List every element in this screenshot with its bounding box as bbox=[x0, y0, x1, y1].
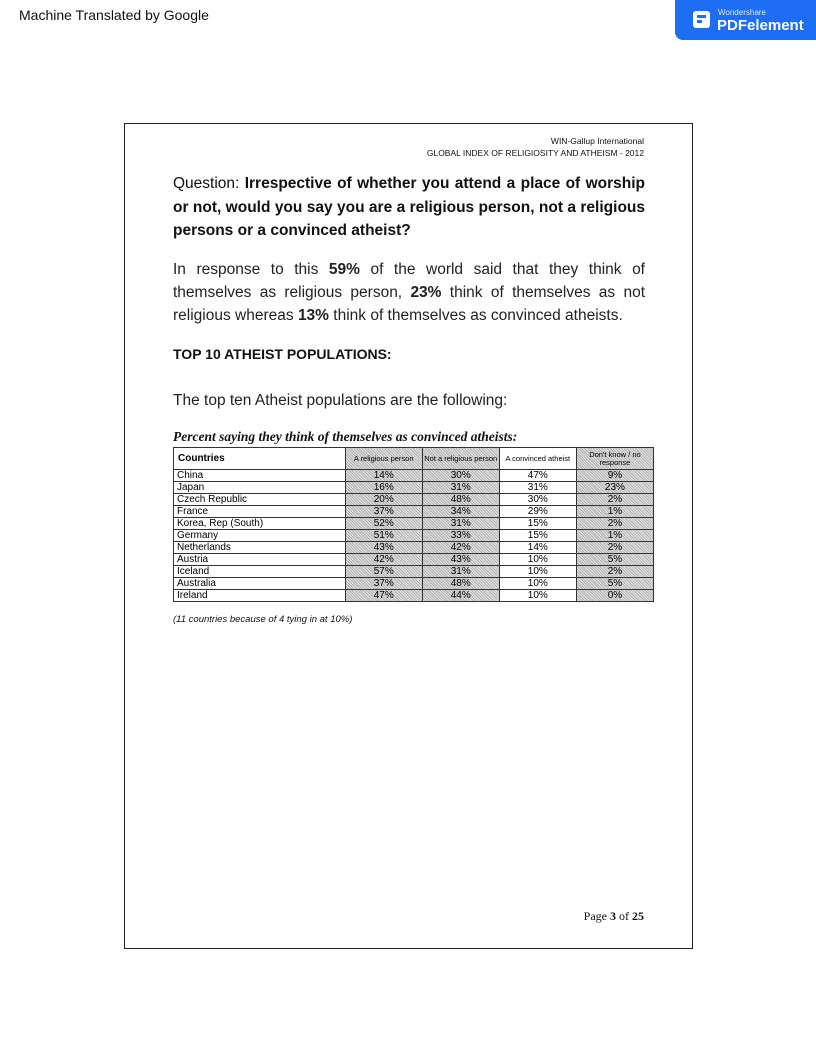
question-paragraph bbox=[173, 172, 645, 243]
atheist-cell: 15% bbox=[499, 530, 576, 542]
badge-brand-small: Wondershare bbox=[718, 8, 766, 17]
atheist-cell: 15% bbox=[499, 518, 576, 530]
religious-cell: 43% bbox=[345, 542, 422, 554]
response-value-atheist: 13% bbox=[297, 307, 329, 324]
table-row bbox=[174, 566, 654, 578]
atheist-cell: 10% bbox=[499, 590, 576, 602]
country-cell: Germany bbox=[174, 530, 346, 542]
atheist-cell: 31% bbox=[499, 482, 576, 494]
pdfelement-badge[interactable] bbox=[675, 0, 816, 40]
dont-know-cell: 2% bbox=[576, 566, 653, 578]
table-row bbox=[174, 530, 654, 542]
not-religious-cell: 34% bbox=[422, 506, 499, 518]
document-page bbox=[124, 123, 693, 949]
table-row bbox=[174, 482, 654, 494]
table-row bbox=[174, 518, 654, 530]
dont-know-cell: 5% bbox=[576, 578, 653, 590]
page-number-total: 25 bbox=[632, 909, 644, 923]
dont-know-cell: 2% bbox=[576, 518, 653, 530]
response-value-not-religious: 23% bbox=[410, 284, 442, 301]
table-row bbox=[174, 494, 654, 506]
not-religious-cell: 31% bbox=[422, 566, 499, 578]
religious-cell: 47% bbox=[345, 590, 422, 602]
table-row bbox=[174, 554, 654, 566]
dont-know-cell: 0% bbox=[576, 590, 653, 602]
atheist-cell: 47% bbox=[499, 470, 576, 482]
header-report-title: GLOBAL INDEX OF RELIGIOSITY AND ATHEISM - 2012 bbox=[426, 148, 644, 158]
section-title: TOP 10 ATHEIST POPULATIONS: bbox=[173, 346, 392, 362]
not-religious-cell: 31% bbox=[422, 518, 499, 530]
response-paragraph bbox=[173, 258, 645, 327]
response-part-4: think of themselves as convinced atheists. bbox=[328, 307, 623, 324]
country-cell: Korea, Rep (South) bbox=[174, 518, 346, 530]
page-number-current: 3 bbox=[610, 909, 616, 923]
response-part-1: In response to this bbox=[173, 261, 329, 278]
header-org: WIN-Gallup International bbox=[550, 136, 644, 146]
table-row bbox=[174, 470, 654, 482]
atheist-cell: 10% bbox=[499, 578, 576, 590]
not-religious-cell: 42% bbox=[422, 542, 499, 554]
pdfelement-logo-icon bbox=[693, 11, 710, 28]
dont-know-cell: 1% bbox=[576, 506, 653, 518]
intro-sentence: The top ten Atheist populations are the following: bbox=[173, 392, 508, 409]
header-not-religious: Not a religious person bbox=[422, 448, 499, 470]
religious-cell: 52% bbox=[345, 518, 422, 530]
religious-cell: 37% bbox=[345, 506, 422, 518]
country-cell: Japan bbox=[174, 482, 346, 494]
header-countries: Countries bbox=[174, 448, 346, 470]
religious-cell: 37% bbox=[345, 578, 422, 590]
atheist-cell: 29% bbox=[499, 506, 576, 518]
badge-brand-name: PDFelement bbox=[717, 17, 804, 34]
page-header bbox=[427, 135, 644, 159]
dont-know-cell: 1% bbox=[576, 530, 653, 542]
country-cell: Netherlands bbox=[174, 542, 346, 554]
table-row bbox=[174, 542, 654, 554]
religious-cell: 14% bbox=[345, 470, 422, 482]
response-part-3: think of themselves as not religious whereas bbox=[173, 284, 645, 324]
country-cell: Ireland bbox=[174, 590, 346, 602]
table-title: Percent saying they think of themselves as convinced atheists: bbox=[173, 429, 518, 444]
country-cell: Czech Republic bbox=[174, 494, 346, 506]
atheist-populations-table bbox=[173, 447, 654, 602]
atheist-cell: 14% bbox=[499, 542, 576, 554]
question-label: Question: bbox=[173, 175, 245, 192]
religious-cell: 57% bbox=[345, 566, 422, 578]
page-number-prefix: Page bbox=[583, 909, 610, 923]
page-number bbox=[584, 909, 644, 924]
table-row bbox=[174, 578, 654, 590]
table-row bbox=[174, 506, 654, 518]
not-religious-cell: 48% bbox=[422, 578, 499, 590]
not-religious-cell: 48% bbox=[422, 494, 499, 506]
religious-cell: 16% bbox=[345, 482, 422, 494]
atheist-cell: 10% bbox=[499, 566, 576, 578]
table-footnote: (11 countries because of 4 tying in at 10%) bbox=[173, 614, 353, 625]
religious-cell: 42% bbox=[345, 554, 422, 566]
country-cell: Iceland bbox=[174, 566, 346, 578]
not-religious-cell: 44% bbox=[422, 590, 499, 602]
country-cell: France bbox=[174, 506, 346, 518]
religious-cell: 20% bbox=[345, 494, 422, 506]
header-convinced-atheist: A convinced atheist bbox=[499, 448, 576, 470]
question-text: Irrespective of whether you attend a place of worship or not, would you say you are a religious person, not a religious persons or a convinced atheist? bbox=[173, 175, 645, 239]
dont-know-cell: 2% bbox=[576, 494, 653, 506]
dont-know-cell: 5% bbox=[576, 554, 653, 566]
dont-know-cell: 9% bbox=[576, 470, 653, 482]
response-part-2: of the world said that they think of themselves as religious person, bbox=[173, 261, 645, 301]
table-row bbox=[174, 590, 654, 602]
country-cell: China bbox=[174, 470, 346, 482]
not-religious-cell: 33% bbox=[422, 530, 499, 542]
dont-know-cell: 23% bbox=[576, 482, 653, 494]
religious-cell: 51% bbox=[345, 530, 422, 542]
not-religious-cell: 31% bbox=[422, 482, 499, 494]
country-cell: Austria bbox=[174, 554, 346, 566]
not-religious-cell: 30% bbox=[422, 470, 499, 482]
atheist-cell: 30% bbox=[499, 494, 576, 506]
atheist-cell: 10% bbox=[499, 554, 576, 566]
country-cell: Australia bbox=[174, 578, 346, 590]
not-religious-cell: 43% bbox=[422, 554, 499, 566]
machine-translation-note: Machine Translated by Google bbox=[19, 7, 209, 23]
response-value-religious: 59% bbox=[328, 261, 360, 278]
page-number-middle: of bbox=[616, 909, 632, 923]
dont-know-cell: 2% bbox=[576, 542, 653, 554]
table-header-row bbox=[174, 448, 654, 470]
header-dont-know: Don't know / no response bbox=[576, 448, 653, 470]
header-religious: A religious person bbox=[345, 448, 422, 470]
